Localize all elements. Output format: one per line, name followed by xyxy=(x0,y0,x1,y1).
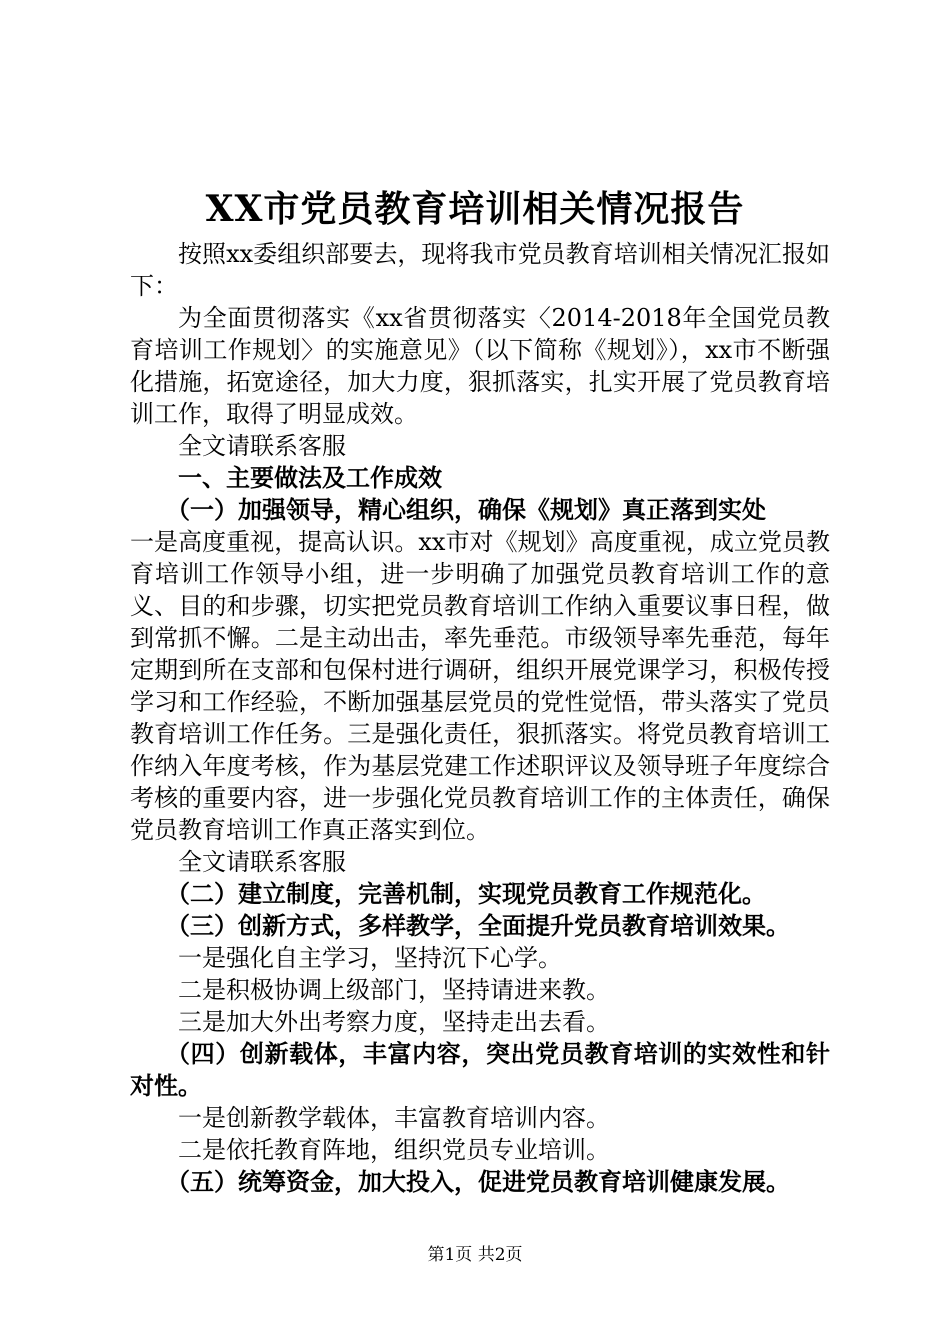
subsection-heading-3: （三）创新方式，多样教学，全面提升党员教育培训效果。 xyxy=(166,912,790,940)
document-title: XX市党员教育培训相关情况报告 xyxy=(205,188,745,230)
subsection-heading-2: （二）建立制度，完善机制，实现党员教育工作规范化。 xyxy=(166,880,766,908)
subsection-3-item-2: 二是积极协调上级部门，坚持请进来教。 xyxy=(178,976,610,1004)
document-body xyxy=(130,238,830,1198)
subsection-4-item-2: 二是依托教育阵地，组织党员专业培训。 xyxy=(178,1136,610,1164)
section-heading-main: 一、主要做法及工作成效 xyxy=(178,464,442,492)
contact-service-note-2: 全文请联系客服 xyxy=(178,848,346,876)
contact-service-note: 全文请联系客服 xyxy=(178,432,346,460)
subsection-4-item-1: 一是创新教学载体，丰富教育培训内容。 xyxy=(178,1104,610,1132)
subsection-1-body: 一是高度重视，提高认识。xx市对《规划》高度重视，成立党员教育培训工作领导小组，进一步明确了加强党员教育培训工作的意义、目的和步骤，切实把党员教育培训工作纳入重要议事日程，做到常抓不懈。二是主动出击，率先垂范。市级领导率先垂范，每年定期到所在支部和包保村进行调研，组织开展党课学习，积极传授学习和工作经验，不断加强基层党员的党性觉悟，带头落实了党员教育培训工作任务。三是强化责任，狠抓落实。将党员教育培训工作纳入年度考核，作为基层党建工作述职评议及领导班子年度综合考核的重要内容，进一步强化党员教育培训工作的主体责任，确保党员教育培训工作真正落实到位。 xyxy=(130,528,830,844)
intro-paragraph: 按照xx委组织部要去，现将我市党员教育培训相关情况汇报如下： xyxy=(130,240,830,300)
page-footer: 第1页 共2页 xyxy=(427,1245,523,1265)
subsection-heading-1: （一）加强领导，精心组织，确保《规划》真正落到实处 xyxy=(166,496,766,524)
background-paragraph: 为全面贯彻落实《xx省贯彻落实〈2014-2018年全国党员教育培训工作规划〉的实施意见》（以下简称《规划》），xx市不断强化措施，拓宽途径，加大力度，狠抓落实，扎实开展了党员教育培训工作，取得了明显成效。 xyxy=(130,304,830,428)
subsection-3-item-1: 一是强化自主学习，坚持沉下心学。 xyxy=(178,944,562,972)
subsection-3-item-3: 三是加大外出考察力度，坚持走出去看。 xyxy=(178,1008,610,1036)
subsection-heading-4: （四）创新载体，丰富内容，突出党员教育培训的实效性和针对性。 xyxy=(130,1040,830,1100)
subsection-heading-5: （五）统筹资金，加大投入，促进党员教育培训健康发展。 xyxy=(166,1168,790,1196)
